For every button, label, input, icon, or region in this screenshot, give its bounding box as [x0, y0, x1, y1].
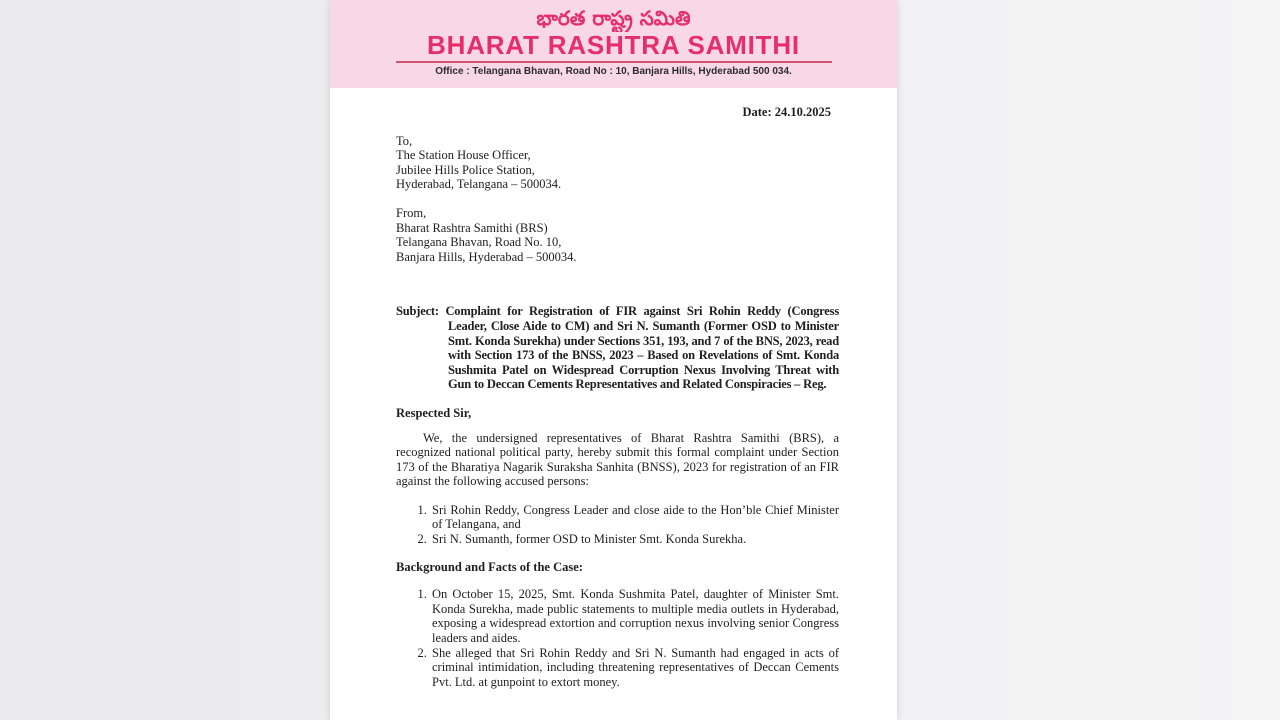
accused-person-item: 2. Sri N. Sumanth, former OSD to Minister Smt. Konda Surekha.: [430, 532, 839, 547]
accused-person-item: 1. Sri Rohin Reddy, Congress Leader and close aide to the Hon’ble Chief Minister of Telangana, and: [430, 503, 839, 532]
letterhead: [330, 0, 897, 88]
letterhead-divider: [396, 61, 832, 63]
background-fact-item: 2. She alleged that Sri Rohin Reddy and Sri N. Sumanth had engaged in acts of criminal intimidation, including threatening representatives of Deccan Cements Pvt. Ltd. at gunpoint to extort money.: [430, 646, 839, 690]
intro-paragraph: We, the undersigned representatives of Bharat Rashtra Samithi (BRS), a recognized national political party, hereby submit this formal complaint under Section 173 of the Bharatiya Nagarik Suraksha Sanhita (BNSS), 2023 for registration of an FIR against the following accused persons:: [396, 430, 839, 489]
recipient-address-line: To,: [396, 133, 413, 148]
party-name-english: BHARAT RASHTRA SAMITHI: [427, 30, 800, 60]
sender-address-block: [396, 206, 839, 264]
sender-address-line: From,: [396, 205, 427, 220]
background-heading: Background and Facts of the Case:: [396, 559, 583, 574]
recipient-address-block: [396, 134, 839, 192]
salutation: Respected Sir,: [396, 405, 472, 420]
party-name-telugu: భారత రాష్ట్ర సమితి: [536, 6, 691, 30]
office-address-line: Office : Telangana Bhavan, Road No : 10, Banjara Hills, Hyderabad 500 034.: [435, 66, 792, 77]
letter-body: [330, 88, 897, 689]
letter-date: Date: 24.10.2025: [742, 105, 831, 119]
background-facts-list: [396, 587, 839, 689]
subject-text: Complaint for Registration of FIR against Sri Rohin Reddy (Congress Leader, Close Aide to CM) and Sri N. Sumanth (Former OSD to Minister Smt. Konda Surekha) under Sections 351, 193, and 7 of the BNS, 2023, read with Section 173 of the BNSS, 2023 – Based on Revelations of Smt. Konda Sushmita Patel on Widespread Corruption Nexus Involving Threat with Gun to Deccan Cements Representatives and Related Conspiracies – Reg.: [445, 304, 839, 392]
accused-persons-list: [396, 503, 839, 547]
background-fact-item: 1. On October 15, 2025, Smt. Konda Sushmita Patel, daughter of Minister Smt. Konda Surekha, made public statements to multiple media outlets in Hyderabad, exposing a widespread extortion and corruption nexus involving senior Congress leaders and aides.: [430, 587, 839, 645]
sender-address-line: Banjara Hills, Hyderabad – 500034.: [396, 249, 577, 264]
document-page: [330, 0, 897, 720]
sender-address-line: Telangana Bhavan, Road No. 10,: [396, 235, 562, 250]
subject-block: [396, 304, 839, 392]
recipient-address-line: Hyderabad, Telangana – 500034.: [396, 177, 562, 192]
subject-label: Subject:: [396, 304, 439, 319]
recipient-address-line: Jubilee Hills Police Station,: [396, 162, 535, 177]
recipient-address-line: The Station House Officer,: [396, 148, 531, 163]
sender-address-line: Bharat Rashtra Samithi (BRS): [396, 220, 548, 235]
